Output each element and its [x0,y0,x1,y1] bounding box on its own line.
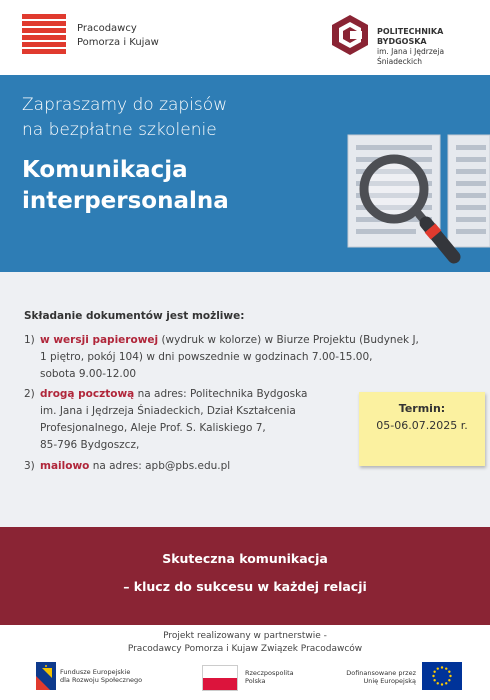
org-name-line: POLITECHNIKA [377,27,444,36]
eu-star-icon [437,667,439,669]
item-text: 85-796 Bydgoszcz, [40,439,140,451]
eu-label-line: Unię Europejską [363,677,416,685]
title-line: interpersonalna [22,188,229,214]
item-number: 1) [24,334,35,346]
list-item [24,386,307,454]
eu-star-icon [448,679,450,681]
org-name-line: BYDGOSKA [377,37,427,46]
politechnika-org-name [377,27,490,67]
eu-star-icon [445,667,447,669]
eu-flag-icon [422,662,462,690]
deadline-dates: 05-06.07.2025 r. [376,419,468,432]
eu-star-icon [432,675,434,677]
politechnika-logo-icon [330,14,370,56]
fundusze-europejskie-logo-icon [36,662,56,690]
eu-star-icon [437,682,439,684]
subtitle-line: Zapraszamy do zapisów [22,95,228,115]
item-text: (wydruk w kolorze) w Biurze Projektu (Budynek J, [158,334,419,346]
item-text: sobota 9.00-12.00 [40,368,137,380]
section-heading: Składanie dokumentów jest możliwe: [24,310,245,322]
item-number: 2) [24,388,35,400]
eu-label [340,669,416,685]
eu-star-icon [441,683,443,685]
partnership-note [0,630,490,656]
slogan-line: Skuteczna komunikacja [162,551,328,566]
item-text: 1 piętro, pokój 104) w dni powszednie w godzinach 7.00-15.00, [40,351,373,363]
org-name-line: im. Jana i Jędrzeja Śniadeckich [377,47,445,66]
footer [0,625,490,700]
subtitle-line: na bezpłatne szkolenie [22,120,217,140]
partner-line: Projekt realizowany w partnerstwie - [163,631,327,641]
deadline-label: Termin: [398,402,446,415]
eu-star-icon [433,671,435,673]
list-item [24,332,419,383]
pl-label [245,669,294,685]
title-line: Komunikacja [22,157,188,183]
pracodawcy-logo-icon [22,14,70,56]
item-highlight: drogą pocztową [40,388,135,400]
item-highlight: w wersji papierowej [40,334,159,346]
eu-label-line: Dofinansowane przez [346,669,416,677]
eu-star-icon [449,675,451,677]
fe-label-line: Fundusze Europejskie [60,668,131,676]
item-text: im. Jana i Jędrzeja Śniadeckich, Dział Kształcenia [40,405,296,417]
deadline-sticky-note [359,392,485,466]
slogan-line: – klucz do sukcesu w każdej relacji [123,579,367,594]
pl-label-line: Rzeczpospolita [245,669,294,677]
org-name-line: Pracodawcy [77,23,137,34]
banner-title [22,155,229,217]
org-name-line: Pomorza i Kujaw [77,37,159,48]
magnifier-documents-icon [340,127,490,272]
email-text: na adres: apb@pbs.edu.pl [89,460,231,472]
hero-banner [0,75,490,272]
item-text: Profesjonalnego, Aleje Prof. S. Kaliskiego 7, [40,422,266,434]
application-info-section [0,272,490,527]
eu-star-icon [448,671,450,673]
item-number: 3) [24,460,35,472]
poland-flag-icon [202,665,238,691]
fe-label-line: dla Rozwoju Społecznego [60,676,143,684]
fe-label [60,668,142,684]
pracodawcy-org-name [77,22,159,50]
item-text: na adres: Politechnika Bydgoska [134,388,308,400]
eu-star-icon [441,666,443,668]
eu-star-icon [445,682,447,684]
pl-label-line: Polska [245,677,266,685]
header [0,0,490,75]
item-highlight: mailowo [40,460,90,472]
list-item [24,458,230,475]
slogan-band [0,527,490,625]
eu-star-icon [433,679,435,681]
partner-line: Pracodawcy Pomorza i Kujaw Związek Pracodawców [127,644,363,654]
banner-subtitle [22,93,227,143]
